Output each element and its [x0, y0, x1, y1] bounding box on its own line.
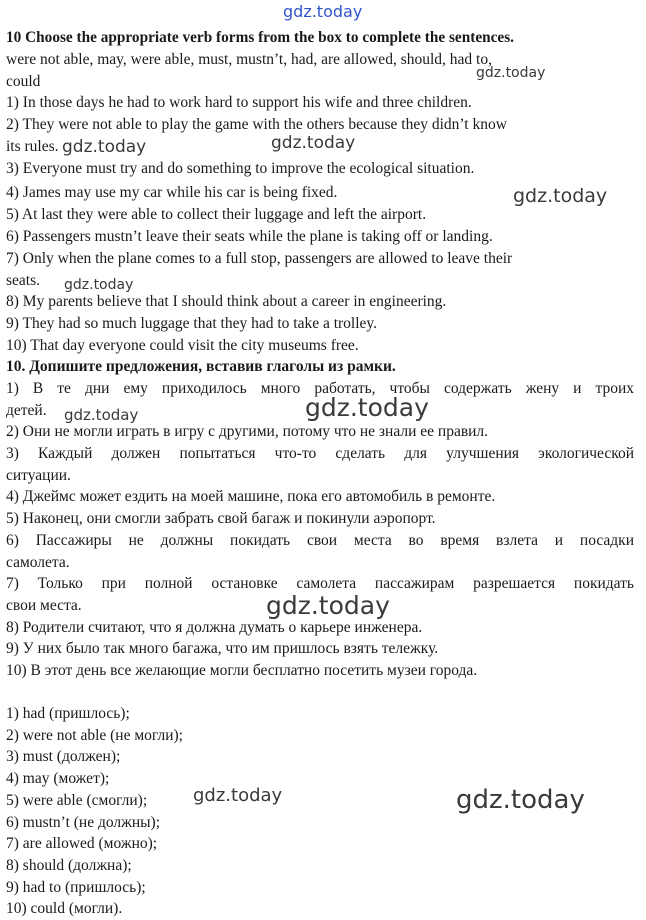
answer-7: 7) are allowed (можно); — [6, 835, 158, 852]
russian-sentence-5: 5) Наконец, они смогли забрать свой багаж и покинули аэропорт. — [6, 510, 436, 527]
russian-sentence-7b: свои места. — [6, 597, 82, 614]
watermark-5: gdz.today — [64, 277, 134, 293]
russian-sentence-4: 4) Джеймс может ездить на моей машине, пока его автомобиль в ремонте. — [6, 488, 496, 505]
english-sentence-9: 9) They had so much luggage that they had to take a trolley. — [6, 315, 378, 332]
answer-4: 4) may (может); — [6, 770, 110, 787]
russian-sentence-1b: детей. — [6, 402, 47, 419]
watermark-8: gdz.today — [266, 591, 390, 620]
watermark-2: gdz.today — [62, 137, 147, 157]
russian-sentence-3b: ситуации. — [6, 467, 71, 484]
watermark-top: gdz.today — [283, 2, 363, 21]
russian-sentence-10: 10) В этот день все желающие могли бесплатно посетить музеи города. — [6, 662, 478, 679]
task-heading: 10 Choose the appropriate verb forms from the box to complete the sentences. — [6, 29, 514, 46]
english-sentence-2a: 2) They were not able to play the game with the others because they didn’t know — [6, 116, 507, 133]
answer-3: 3) must (должен); — [6, 748, 121, 765]
english-sentence-10: 10) That day everyone could visit the city museums free. — [6, 337, 359, 354]
english-sentence-2b: its rules. — [6, 138, 59, 155]
watermark-6: gdz.today — [305, 393, 429, 422]
watermark-7: gdz.today — [64, 406, 139, 424]
answer-1: 1) had (пришлось); — [6, 705, 130, 722]
english-sentence-7b: seats. — [6, 272, 41, 289]
russian-sentence-6a: 6) Пассажиры не должны покидать свои места во время взлета и посадки — [6, 532, 634, 549]
answer-2: 2) were not able (не могли); — [6, 727, 183, 744]
answer-9: 9) had to (пришлось); — [6, 879, 146, 896]
russian-sentence-7a: 7) Только при полной остановке самолета пассажирам разрешается покидать — [6, 575, 634, 592]
verb-box-line-1: were not able, may, were able, must, mustn’t, had, are allowed, should, had to, — [6, 51, 492, 68]
english-sentence-8: 8) My parents believe that I should think about a career in engineering. — [6, 293, 447, 310]
watermark-3: gdz.today — [271, 133, 356, 153]
answer-8: 8) should (должна); — [6, 857, 132, 874]
russian-sentence-1a: 1) В те дни ему приходилось много работать, чтобы содержать жену и троих — [6, 380, 634, 397]
russian-sentence-8: 8) Родители считают, что я должна думать о карьере инженера. — [6, 619, 423, 636]
russian-sentence-2: 2) Они не могли играть в игру с другими, потому что не знали ее правил. — [6, 423, 489, 440]
watermark-10: gdz.today — [456, 785, 585, 815]
russian-sentence-9: 9) У них было так много багажа, что им пришлось взять тележку. — [6, 640, 439, 657]
watermark-9: gdz.today — [193, 785, 283, 806]
russian-sentence-3a: 3) Каждый должен попытаться что-то сделать для улучшения экологической — [6, 445, 634, 462]
english-sentence-3: 3) Everyone must try and do something to improve the ecological situation. — [6, 160, 475, 177]
english-sentence-1: 1) In those days he had to work hard to support his wife and three children. — [6, 94, 472, 111]
english-sentence-5: 5) At last they were able to collect their luggage and left the airport. — [6, 206, 427, 223]
russian-heading: 10. Допишите предложения, вставив глаголы из рамки. — [6, 358, 396, 375]
watermark-4: gdz.today — [513, 185, 608, 207]
russian-sentence-6b: самолета. — [6, 554, 70, 571]
answer-6: 6) mustn’t (не должны); — [6, 814, 161, 831]
answer-10: 10) could (могли). — [6, 900, 123, 917]
verb-box-line-2: could — [6, 73, 41, 90]
english-sentence-6: 6) Passengers mustn’t leave their seats while the plane is taking off or landing. — [6, 228, 493, 245]
english-sentence-4: 4) James may use my car while his car is being fixed. — [6, 184, 338, 201]
answer-5: 5) were able (смогли); — [6, 792, 148, 809]
english-sentence-7a: 7) Only when the plane comes to a full stop, passengers are allowed to leave their — [6, 250, 513, 267]
watermark-1: gdz.today — [476, 65, 546, 81]
